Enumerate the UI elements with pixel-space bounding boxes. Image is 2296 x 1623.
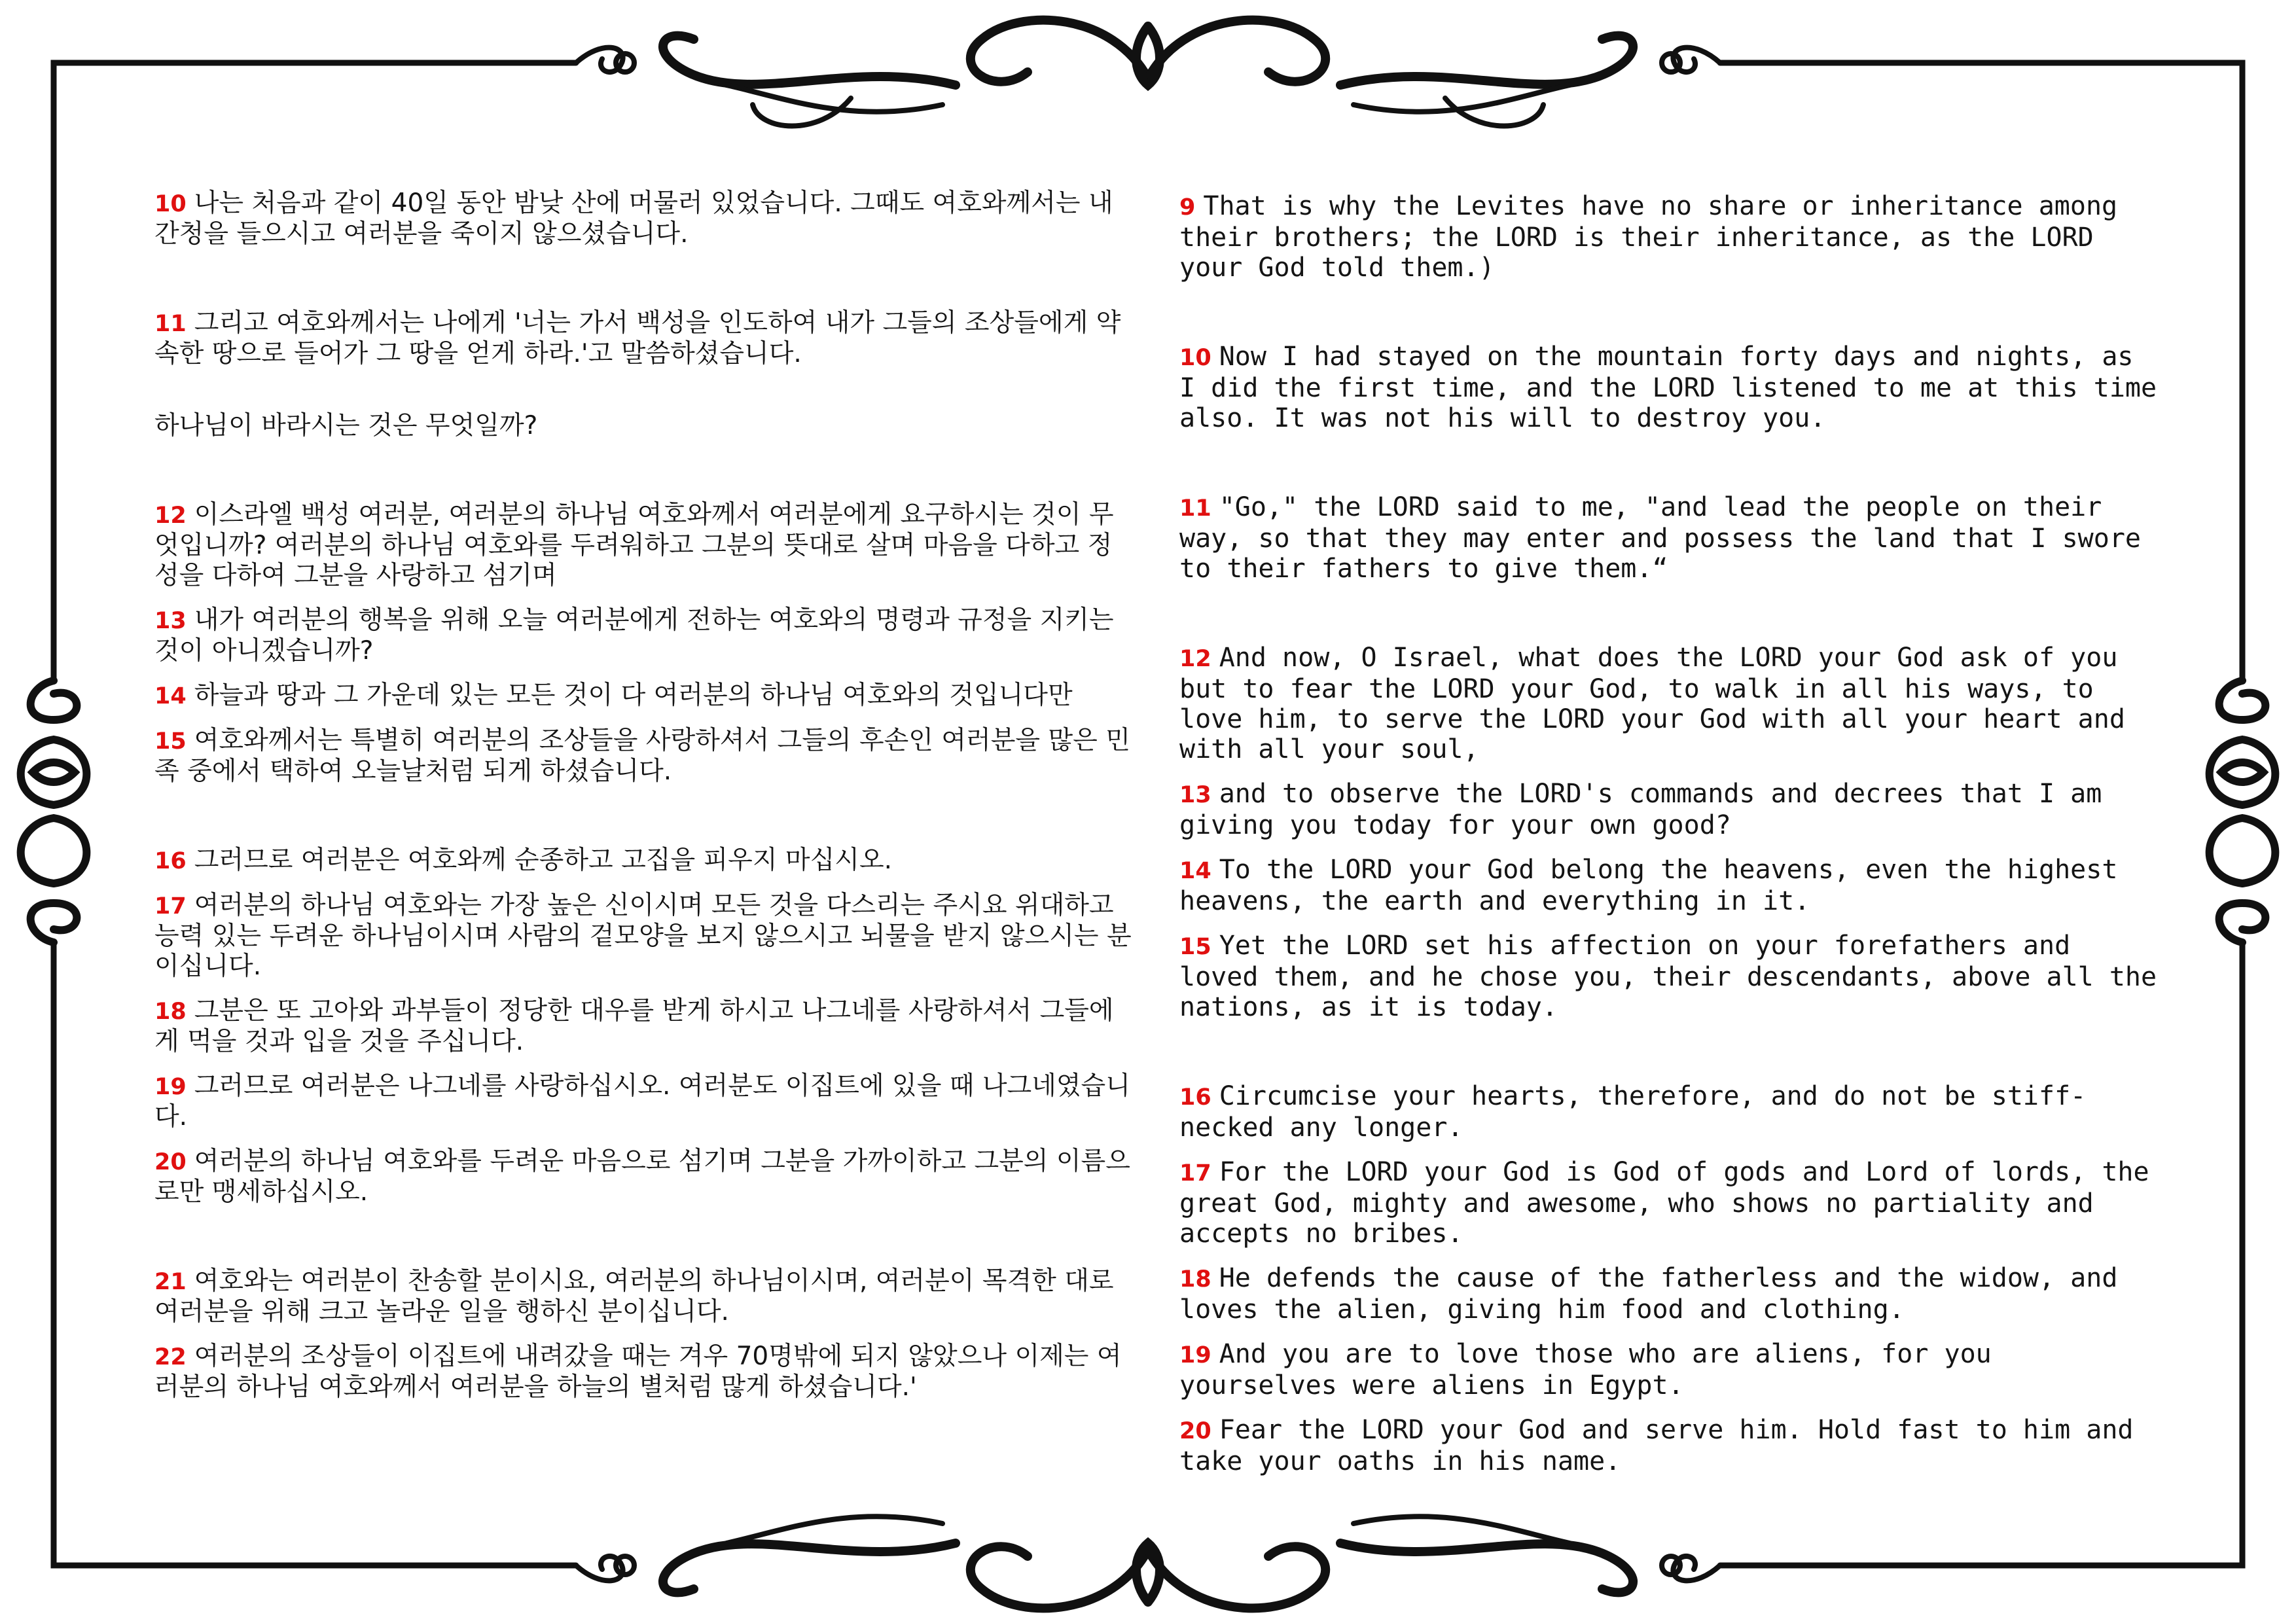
verse-number: 14 xyxy=(1179,858,1211,884)
verse-text: Fear the LORD your God and serve him. Hold fast to him and take your oaths in his name. xyxy=(1179,1415,2134,1476)
en-verse-10 xyxy=(1179,342,2161,433)
en-verse-16 xyxy=(1179,1081,2161,1143)
ko-verse-20 xyxy=(154,1147,1136,1207)
verse-number: 17 xyxy=(154,893,187,919)
ko-verse-15 xyxy=(154,726,1136,787)
verse-text: To the LORD your God belong the heavens, even the highest heavens, the earth and everything in it. xyxy=(1179,855,2118,916)
verse-number: 12 xyxy=(154,503,187,529)
verse-text: 하늘과 땅과 그 가운데 있는 모든 것이 다 여러분의 하나님 여호와의 것입니다만 xyxy=(194,681,1073,710)
ko-verse-14 xyxy=(154,681,1136,711)
verse-number: 10 xyxy=(1179,345,1211,371)
ko-verse-12 xyxy=(154,500,1136,591)
ko-verse-10 xyxy=(154,188,1136,249)
verse-number: 15 xyxy=(1179,934,1211,960)
top-left-curl xyxy=(576,48,634,72)
verse-text: He defends the cause of the fatherless and the widow, and loves the alien, giving him food and clothing. xyxy=(1179,1263,2118,1325)
en-verse-11 xyxy=(1179,492,2161,584)
verse-text: 나는 처음과 같이 40일 동안 밤낮 산에 머물러 있었습니다. 그때도 여호와께서는 내 간청을 들으시고 여러분을 죽이지 않으셨습니다. xyxy=(154,188,1113,249)
verse-text: And you are to love those who are aliens, for you yourselves were aliens in Egypt. xyxy=(1179,1339,1992,1400)
ko-verse-18 xyxy=(154,996,1136,1057)
ko-verse-19 xyxy=(154,1071,1136,1132)
verse-text: 그러므로 여러분은 여호와께 순종하고 고집을 피우지 마십시오. xyxy=(194,846,893,875)
verse-number: 13 xyxy=(154,608,187,634)
verse-number: 10 xyxy=(154,191,187,217)
verse-number: 17 xyxy=(1179,1160,1211,1186)
verse-number: 20 xyxy=(1179,1418,1211,1444)
verse-text: That is why the Levites have no share or inheritance among their brothers; the LORD is their inheritance, as the LORD your God told them.) xyxy=(1179,191,2118,283)
top-scroll-ornament xyxy=(663,20,1633,126)
ko-verse-11 xyxy=(154,308,1136,369)
verse-text: 여러분의 조상들이 이집트에 내려갔을 때는 겨우 70명밖에 되지 않았으나 이제는 여러분의 하나님 여호와께서 여러분을 하늘의 별처럼 많게 하셨습니다.' xyxy=(154,1342,1122,1402)
verse-number: 19 xyxy=(1179,1342,1211,1368)
left-side-ornament xyxy=(21,681,87,942)
verse-number: 19 xyxy=(154,1074,187,1100)
verse-text: 이스라엘 백성 여러분, 여러분의 하나님 여호와께서 여러분에게 요구하시는 것이 무엇입니까? 여러분의 하나님 여호와를 두려워하고 그분의 뜻대로 살며 마음을 다하고 정성을 다하여 그분을 사랑하고 섬기며 xyxy=(154,500,1114,590)
verse-text: "Go," the LORD said to me, "and lead the people on their way, so that they may enter and possess the land that I swore to their fathers to give them.“ xyxy=(1179,492,2142,584)
verse-number: 9 xyxy=(1179,194,1196,221)
verse-number: 16 xyxy=(1179,1084,1211,1111)
verse-number: 13 xyxy=(1179,782,1211,808)
verse-number: 12 xyxy=(1179,646,1211,672)
ko-verse-17 xyxy=(154,891,1136,982)
korean-column xyxy=(154,188,1136,1402)
en-verse-20 xyxy=(1179,1415,2161,1476)
verse-text: 여러분의 하나님 여호와는 가장 높은 신이시며 모든 것을 다스리는 주시요 위대하고 능력 있는 두려운 하나님이시며 사람의 겉모양을 보지 않으시고 뇌물을 받지 않으시는 분이십니다. xyxy=(154,891,1132,981)
en-verse-14 xyxy=(1179,855,2161,916)
bottom-left-curl xyxy=(576,1556,634,1580)
verse-text: 그리고 여호와께서는 나에게 '너는 가서 백성을 인도하여 내가 그들의 조상들에게 약속한 땅으로 들어가 그 땅을 얻게 하라.'고 말씀하셨습니다. xyxy=(154,308,1121,368)
verse-number: 21 xyxy=(154,1269,187,1295)
verse-text: Circumcise your hearts, therefore, and do not be stiff-necked any longer. xyxy=(1179,1081,2087,1143)
en-verse-19 xyxy=(1179,1339,2161,1400)
verse-number: 16 xyxy=(154,848,187,874)
verse-number: 18 xyxy=(1179,1266,1211,1293)
en-verse-18 xyxy=(1179,1263,2161,1325)
verse-text: For the LORD your God is God of gods and Lord of lords, the great God, mighty and awesome, who shows no partiality and accepts no bribes. xyxy=(1179,1157,2149,1249)
top-right-curl xyxy=(1662,48,1720,72)
verse-number: 11 xyxy=(154,311,187,337)
right-side-ornament xyxy=(2210,681,2276,942)
ko-verse-16 xyxy=(154,846,1136,876)
en-verse-15 xyxy=(1179,931,2161,1022)
ko-verse-22 xyxy=(154,1342,1136,1402)
verse-number: 15 xyxy=(154,728,187,755)
verse-text: 내가 여러분의 행복을 위해 오늘 여러분에게 전하는 여호와의 명령과 규정을 지키는 것이 아니겠습니까? xyxy=(154,605,1114,666)
verse-number: 14 xyxy=(154,683,187,709)
verse-text: and to observe the LORD's commands and decrees that I am giving you today for your own good? xyxy=(1179,779,2102,840)
ko-verse-21 xyxy=(154,1266,1136,1327)
verse-text: 여러분의 하나님 여호와를 두려운 마음으로 섬기며 그분을 가까이하고 그분의 이름으로만 맹세하십시오. xyxy=(154,1147,1130,1207)
section-heading: 하나님이 바라시는 것은 무엇일까? xyxy=(154,411,538,440)
verse-text: Yet the LORD set his affection on your forefathers and loved them, and he chose you, their descendants, above all the nations, as it is today. xyxy=(1179,931,2157,1022)
en-verse-12 xyxy=(1179,643,2161,764)
ko-verse-13 xyxy=(154,605,1136,666)
en-verse-9 xyxy=(1179,191,2161,283)
verse-text: 여호와께서는 특별히 여러분의 조상들을 사랑하셔서 그들의 후손인 여러분을 많은 민족 중에서 택하여 오늘날처럼 되게 하셨습니다. xyxy=(154,726,1130,786)
verse-text: 그분은 또 고아와 과부들이 정당한 대우를 받게 하시고 나그네를 사랑하셔서 그들에게 먹을 것과 입을 것을 주십니다. xyxy=(154,996,1114,1056)
verse-text: 여호와는 여러분이 찬송할 분이시요, 여러분의 하나님이시며, 여러분이 목격한 대로 여러분을 위해 크고 놀라운 일을 행하신 분이십니다. xyxy=(154,1266,1114,1327)
en-verse-17 xyxy=(1179,1157,2161,1249)
verse-text: And now, O Israel, what does the LORD your God ask of you but to fear the LORD your God, to walk in all his ways, to love him, to serve the LORD your God with all your heart and with all your soul, xyxy=(1179,643,2125,764)
bottom-scroll-ornament xyxy=(663,1516,1633,1608)
verse-number: 11 xyxy=(1179,495,1211,522)
verse-number: 18 xyxy=(154,999,187,1025)
verse-number: 22 xyxy=(154,1344,187,1370)
english-column xyxy=(1179,191,2161,1476)
verse-text: 그러므로 여러분은 나그네를 사랑하십시오. 여러분도 이집트에 있을 때 나그네였습니다. xyxy=(154,1071,1130,1132)
verse-text: Now I had stayed on the mountain forty days and nights, as I did the first time, and the LORD listened to me at this time also. It was not his will to destroy you. xyxy=(1179,342,2157,433)
en-verse-13 xyxy=(1179,779,2161,840)
bottom-right-curl xyxy=(1662,1556,1720,1580)
verse-number: 20 xyxy=(154,1149,187,1175)
